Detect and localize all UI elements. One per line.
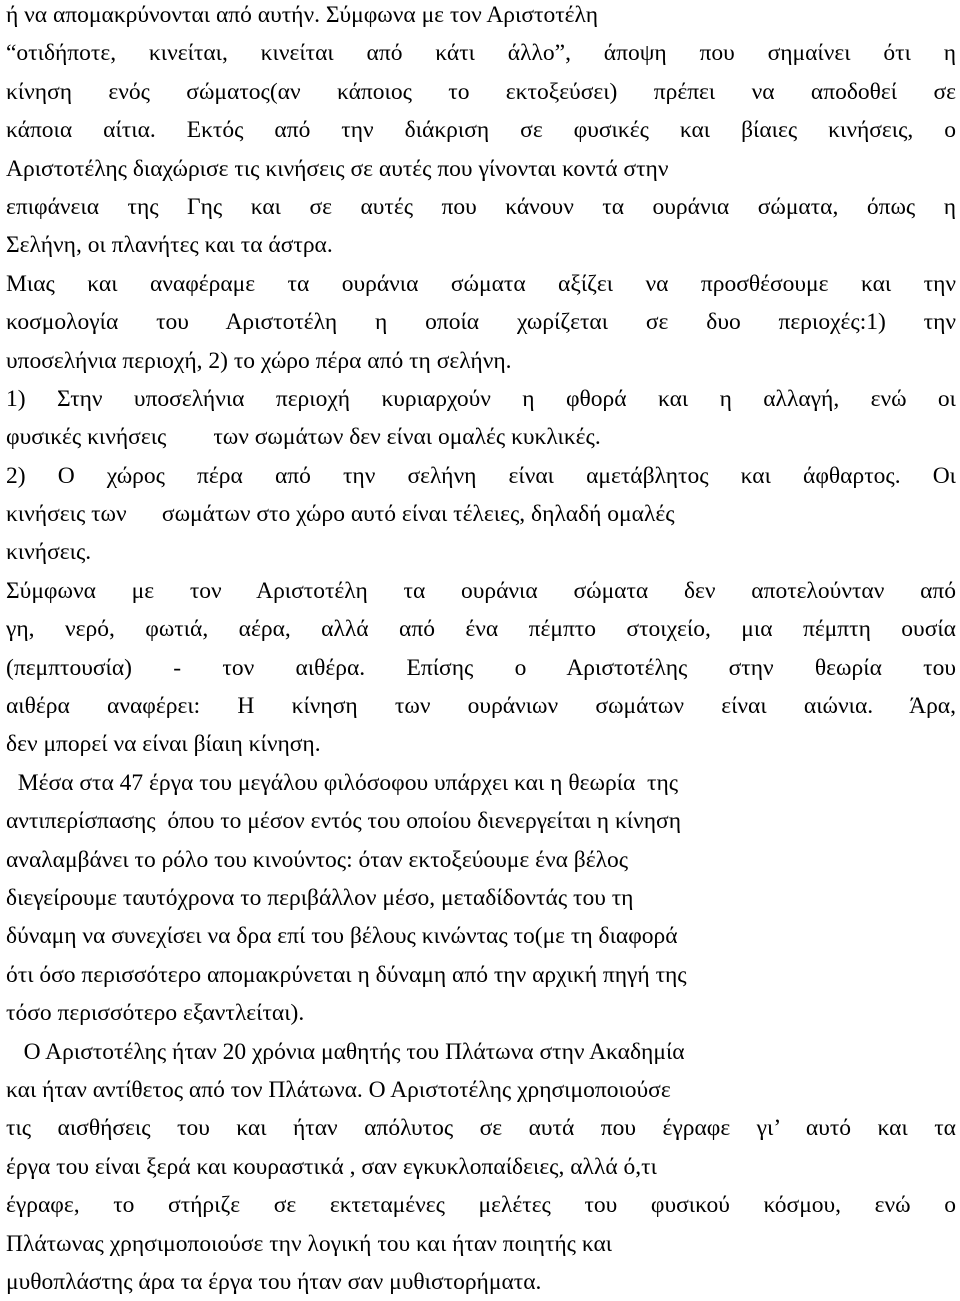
text-line: υποσελήνια περιοχή, 2) το χώρο πέρα από τη σελήνη. bbox=[6, 347, 512, 374]
text-line: δύναμη να συνεχίσει να δρα επί του βέλους κινώντας το(με τη διαφορά bbox=[6, 923, 678, 950]
text-line: έγραφε, το στήριζε σε εκτεταμένες μελέτες του φυσικού κόσμου, ενώ ο bbox=[6, 1192, 956, 1219]
text-line: (πεμπτουσία) - τον αιθέρα. Επίσης ο Αριστοτέλης στην θεωρία του bbox=[6, 654, 956, 681]
text-line: διεγείρουμε ταυτόχρονα το περιβάλλον μέσο, μεταδίδοντάς του τη bbox=[6, 884, 634, 911]
text-line: έργα του είναι ξερά και κουραστικά , σαν εγκυκλοπαίδειες, αλλά ό,τι bbox=[6, 1153, 657, 1180]
text-line: επιφάνεια της Γης και σε αυτές που κάνουν τα ουράνια σώματα, όπως η bbox=[6, 193, 956, 220]
text-line: μυθοπλάστης άρα τα έργα του ήταν σαν μυθιστορήματα. bbox=[6, 1268, 542, 1295]
text-line: 2) Ο χώρος πέρα από την σελήνη είναι αμετάβλητος και άφθαρτος. Οι bbox=[6, 462, 956, 489]
text-line: 1) Στην υποσελήνια περιοχή κυριαρχούν η φθορά και η αλλαγή, ενώ οι bbox=[6, 385, 956, 412]
text-line: κινήσεις. bbox=[6, 539, 92, 566]
text-line: αιθέρα αναφέρει: Η κίνηση των ουράνιων σωμάτων είναι αιώνια. Άρα, bbox=[6, 693, 956, 720]
text-line: δεν μπορεί να είναι βίαιη κίνηση. bbox=[6, 731, 321, 758]
text-line: ή να απομακρύνονται από αυτήν. Σύμφωνα με τον Αριστοτέλη bbox=[6, 2, 598, 28]
text-line: Πλάτωνας χρησιμοποιούσε την λογική του και ήταν ποιητής και bbox=[6, 1230, 613, 1257]
text-line: κοσμολογία του Αριστοτέλη η οποία χωρίζεται σε δυο περιοχές:1) την bbox=[6, 309, 956, 336]
text-line: αντιπερίσπασης όπου το μέσον εντός του οποίου διενεργείται η κίνηση bbox=[6, 808, 682, 835]
text-line: κάποια αίτια. Εκτός από την διάκριση σε φυσικές και βίαιες κινήσεις, ο bbox=[6, 117, 956, 144]
text-line: φυσικές κινήσεις των σωμάτων δεν είναι ομαλές κυκλικές. bbox=[6, 424, 601, 451]
text-line: κινήσεις των σωμάτων στο χώρο αυτό είναι τέλειες, δηλαδή ομαλές bbox=[6, 501, 675, 528]
text-line: Ο Αριστοτέλης ήταν 20 χρόνια μαθητής του Πλάτωνα στην Ακαδημία bbox=[6, 1038, 685, 1065]
text-line: ότι όσο περισσότερο απομακρύνεται η δύναμη από την αρχική πηγή της bbox=[6, 961, 687, 988]
text-line: γη, νερό, φωτιά, αέρα, αλλά από ένα πέμπτο στοιχείο, μια πέμπτη ουσία bbox=[6, 616, 956, 643]
text-line: “οτιδήποτε, κινείται, κινείται από κάτι άλλο”, άποψη που σημαίνει ότι η bbox=[6, 40, 956, 67]
text-line: Σελήνη, οι πλανήτες και τα άστρα. bbox=[6, 232, 333, 259]
text-line: και ήταν αντίθετος από τον Πλάτωνα. Ο Αριστοτέλης χρησιμοποιούσε bbox=[6, 1076, 671, 1103]
text-line: τις αισθήσεις του και ήταν απόλυτος σε αυτά που έγραφε γι’ αυτό και τα bbox=[6, 1115, 956, 1142]
text-line: τόσο περισσότερο εξαντλείται). bbox=[6, 1000, 305, 1027]
text-line: αναλαμβάνει το ρόλο του κινούντος: όταν εκτοξεύουμε ένα βέλος bbox=[6, 846, 629, 873]
text-line: Αριστοτέλης διαχώρισε τις κινήσεις σε αυτές που γίνονται κοντά στην bbox=[6, 155, 669, 182]
text-line: Σύμφωνα με τον Αριστοτέλη τα ουράνια σώματα δεν αποτελούνταν από bbox=[6, 577, 956, 604]
text-line: Μέσα στα 47 έργα του μεγάλου φιλόσοφου υπάρχει και η θεωρία της bbox=[6, 769, 679, 796]
text-line: Μιας και αναφέραμε τα ουράνια σώματα αξίζει να προσθέσουμε και την bbox=[6, 270, 956, 297]
text-line: κίνηση ενός σώματος(αν κάποιος το εκτοξεύσει) πρέπει να αποδοθεί σε bbox=[6, 78, 956, 105]
